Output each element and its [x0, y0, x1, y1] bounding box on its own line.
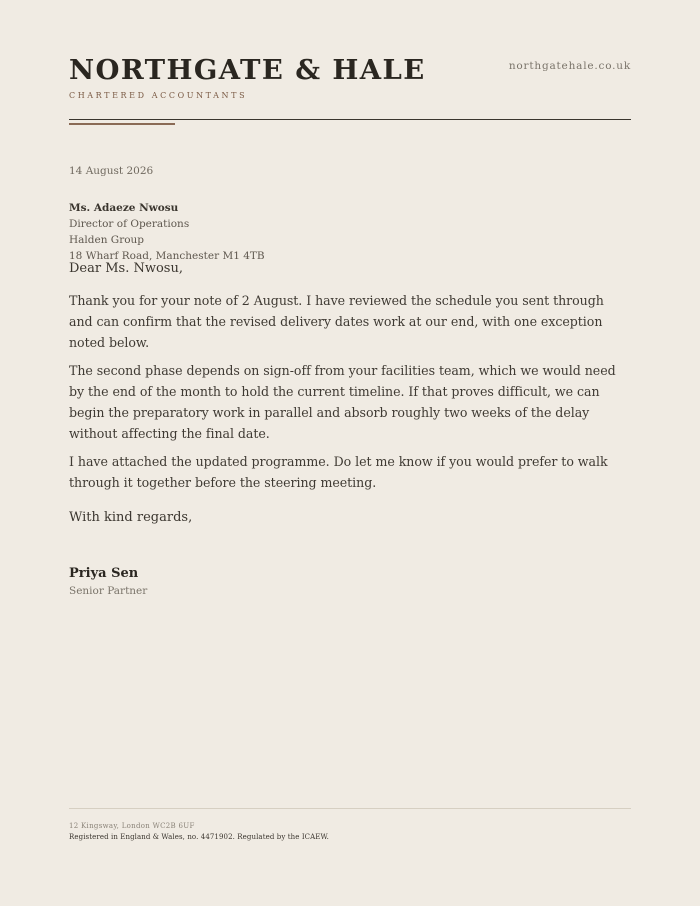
salutation: Dear Ms. Nwosu, [69, 261, 183, 276]
letter-body [69, 290, 631, 500]
letter-page [69, 0, 631, 906]
recipient-title: Director of Operations [69, 218, 190, 230]
footer-address: 12 Kingsway, London WC2B 6UF [69, 822, 195, 830]
footer-registration: Registered in England & Wales, no. 4471902. Regulated by the ICAEW. [69, 833, 329, 841]
recipient-name: Ms. Adaeze Nwosu [69, 202, 179, 214]
recipient-address: 18 Wharf Road, Manchester M1 4TB [69, 250, 265, 262]
body-paragraph: The second phase depends on sign-off from your facilities team, which we would need by the end of the month to hold the current timeline. If that proves difficult, we can begin the preparatory work in parallel and absorb roughly two weeks of the delay without affecting the final date. [69, 363, 616, 441]
signatory-title: Senior Partner [69, 585, 148, 597]
body-paragraph: I have attached the updated programme. Do let me know if you would prefer to walk through it together before the steering meeting. [69, 454, 608, 490]
closing: With kind regards, [69, 510, 193, 525]
body-paragraph: Thank you for your note of 2 August. I have reviewed the schedule you sent through and can confirm that the revised delivery dates work at our end, with one exception noted below. [69, 293, 604, 350]
letter-date: 14 August 2026 [69, 165, 154, 177]
letterhead-accent-rule [69, 123, 175, 125]
firm-website: northgatehale.co.uk [508, 60, 631, 72]
recipient-block [69, 200, 265, 264]
firm-tagline: CHARTERED ACCOUNTANTS [69, 91, 248, 100]
letterhead [69, 50, 631, 130]
recipient-company: Halden Group [69, 234, 145, 246]
firm-name: NORTHGATE & HALE [69, 54, 426, 86]
signatory-name: Priya Sen [69, 566, 139, 581]
footer-divider [69, 808, 631, 809]
letterhead-rule [69, 119, 631, 120]
